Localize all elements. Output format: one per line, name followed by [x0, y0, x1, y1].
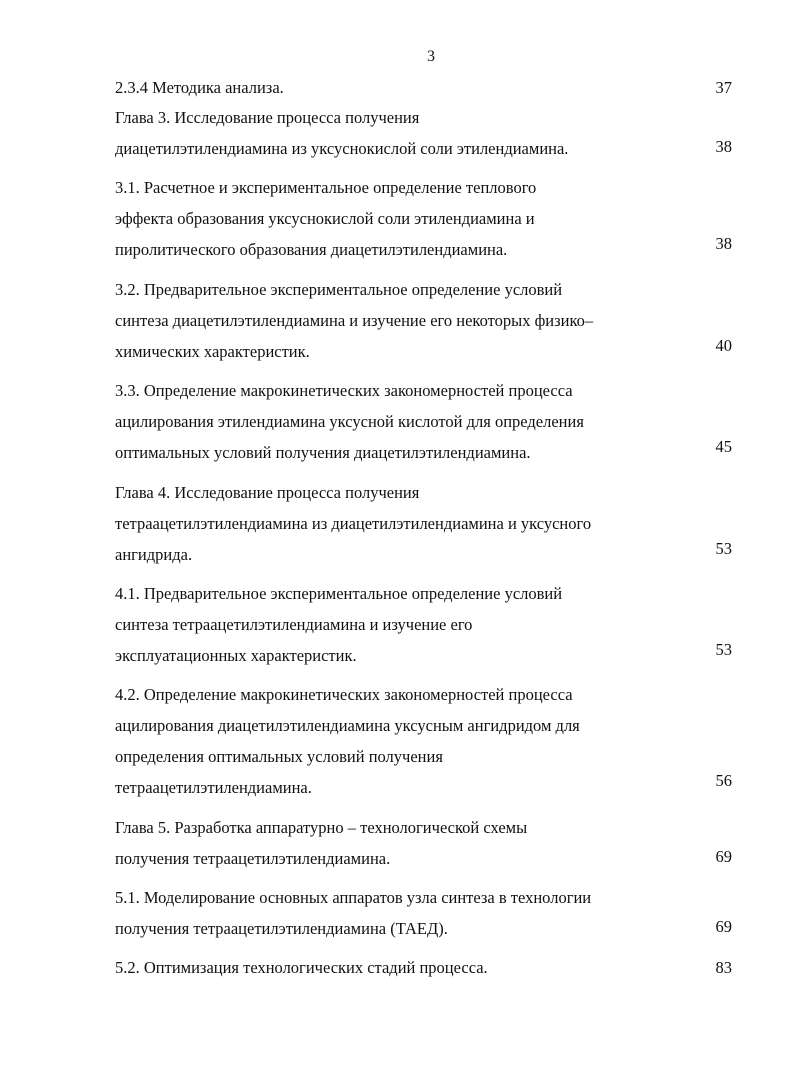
toc-entry-line: синтеза тетраацетилэтилендиамина и изучение его	[115, 615, 473, 634]
toc-entry-page: 40	[715, 336, 732, 355]
toc-entry-page: 83	[715, 958, 732, 977]
toc-entry-line: получения тетраацетилэтилендиамина.	[115, 849, 391, 868]
toc-entry-line: пиролитического образования диацетилэтилендиамина.	[115, 240, 508, 259]
toc-entry-line: 4.1. Предварительное экспериментальное определение условий	[115, 584, 563, 603]
toc-entry-line: Глава 5. Разработка аппаратурно – технологической схемы	[115, 818, 528, 837]
toc-entry-line: определения оптимальных условий получения	[115, 747, 443, 766]
toc-entry-page: 38	[715, 234, 732, 253]
toc-entry-line: Глава 4. Исследование процесса получения	[115, 483, 420, 502]
toc-entry-line: диацетилэтилендиамина из уксуснокислой соли этилендиамина.	[115, 139, 569, 158]
toc-entry-line: получения тетраацетилэтилендиамина (ТАЕД).	[115, 919, 448, 938]
toc-entry-page: 69	[715, 917, 732, 936]
toc-entry-line: 3.2. Предварительное экспериментальное определение условий	[115, 280, 563, 299]
toc-entry-line: 5.1. Моделирование основных аппаратов узла синтеза в технологии	[115, 888, 592, 907]
page-number: 3	[427, 48, 435, 65]
toc-entry-line: эксплуатационных характеристик.	[115, 646, 357, 665]
toc-entry-line: ацилирования этилендиамина уксусной кислотой для определения	[115, 412, 584, 431]
toc-entry-line: эффекта образования уксуснокислой соли этилендиамина и	[115, 209, 535, 228]
toc-entry-line: 3.1. Расчетное и экспериментальное определение теплового	[115, 178, 537, 197]
toc-entry-line: химических характеристик.	[115, 342, 310, 361]
toc-entry-line: тетраацетилэтилендиамина из диацетилэтилендиамина и уксусного	[115, 514, 592, 533]
toc-entry-page: 56	[715, 771, 732, 790]
toc-entry-page: 53	[715, 539, 732, 558]
toc-entry-page: 45	[715, 437, 732, 456]
toc-entry-line: 4.2. Определение макрокинетических закономерностей процесса	[115, 685, 573, 704]
toc-entry-line: Глава 3. Исследование процесса получения	[115, 108, 420, 127]
toc-entry-page: 37	[715, 78, 732, 97]
toc-entry-line: 3.3. Определение макрокинетических закономерностей процесса	[115, 381, 573, 400]
toc-entry-line: ацилирования диацетилэтилендиамина уксусным ангидридом для	[115, 716, 580, 735]
toc-entry-line: 2.3.4 Методика анализа.	[115, 78, 284, 97]
toc-entry-line: ангидрида.	[115, 545, 193, 564]
toc-entry-line: тетраацетилэтилендиамина.	[115, 778, 312, 797]
toc-entry-page: 69	[715, 847, 732, 866]
toc-entry-line: 5.2. Оптимизация технологических стадий процесса.	[115, 958, 488, 977]
toc-entry-line: синтеза диацетилэтилендиамина и изучение его некоторых физико–	[115, 311, 594, 330]
toc-entry-page: 53	[715, 640, 732, 659]
toc-entry-page: 38	[715, 137, 732, 156]
toc-entry-line: оптимальных условий получения диацетилэтилендиамина.	[115, 443, 531, 462]
